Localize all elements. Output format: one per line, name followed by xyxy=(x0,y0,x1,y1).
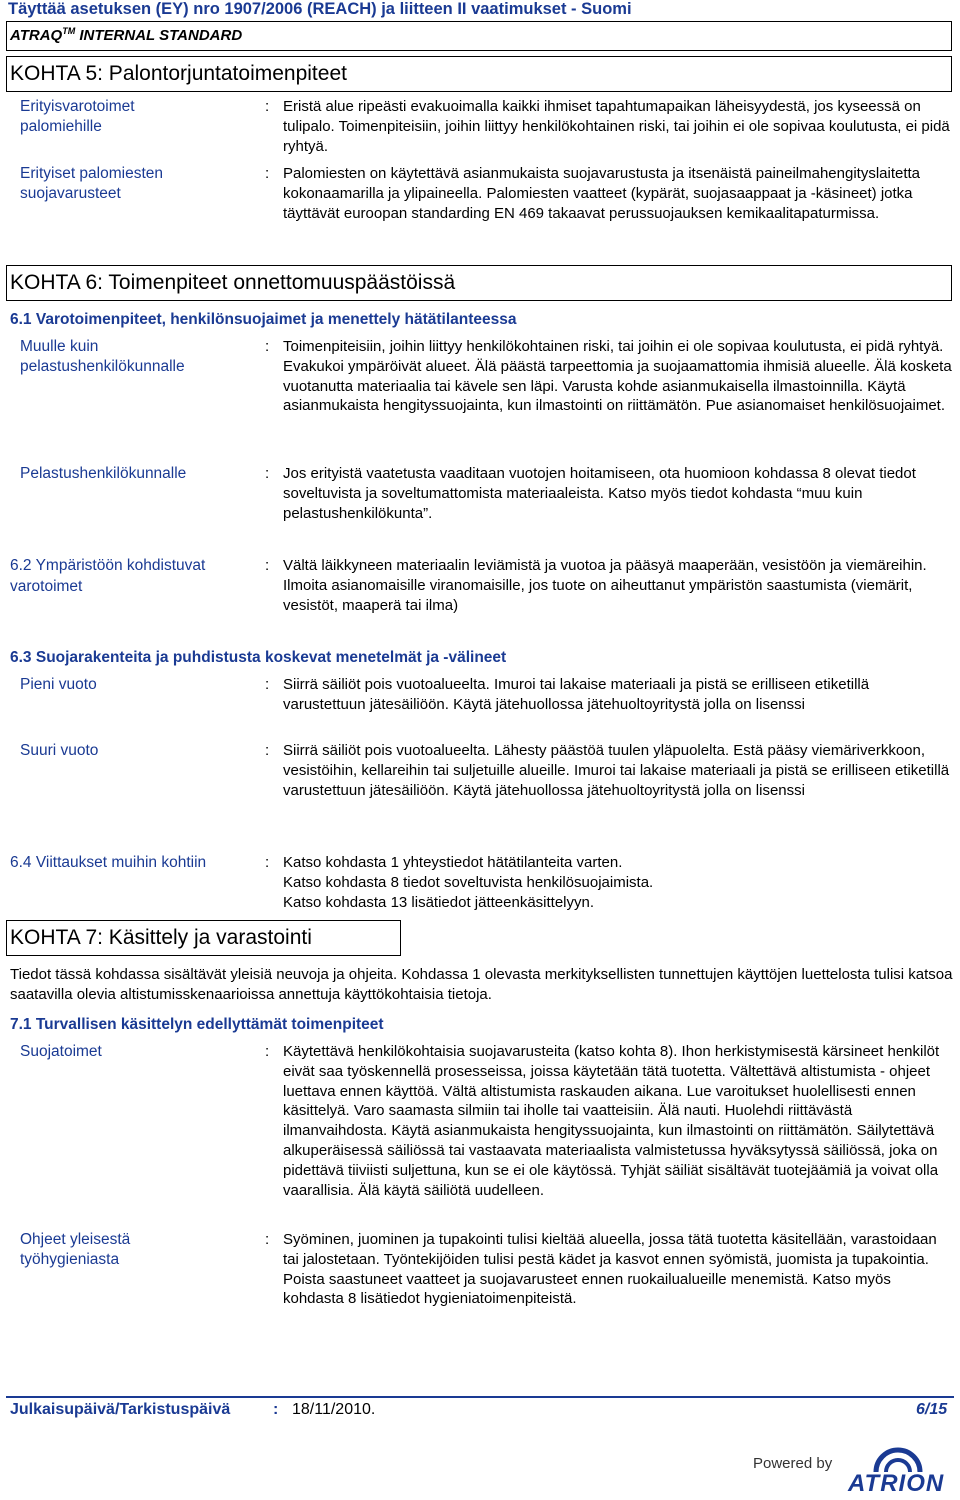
label-firefighter-precautions: Erityisvarotoimet palomiehille xyxy=(20,98,135,135)
text-environmental-precautions: Vältä läikkyneen materiaalin leviämistä ja vuotoa ja pääsyä maaperään, vesistöön ja viemäreihin. Ilmoita asianomaisille viranomaisille, jos tuote on aiheuttanut ympäristön saastumista (viemärit, vesistöt, maaperä tai ilma) xyxy=(283,557,927,614)
atrion-logo-text: ATRION xyxy=(848,1470,945,1497)
subsection-6-3-title: 6.3 Suojarakenteita ja puhdistusta koskevat menetelmät ja -välineet xyxy=(10,649,507,666)
label-emergency-responders: Pelastushenkilökunnalle xyxy=(20,465,187,482)
powered-by-text: Powered by xyxy=(753,1455,833,1472)
document-header: Täyttää asetuksen (EY) nro 1907/2006 (REACH) ja liitteen II vaatimukset - Suomi xyxy=(8,0,632,18)
label-hygiene-advice: Ohjeet yleisestä työhygieniasta xyxy=(20,1231,131,1268)
subsection-7-1-title: 7.1 Turvallisen käsittelyn edellyttämät toimenpiteet xyxy=(10,1016,384,1033)
label-references: 6.4 Viittaukset muihin kohtiin xyxy=(10,854,207,871)
footer-divider xyxy=(6,1396,954,1398)
reference-line: Katso kohdasta 1 yhteystiedot hätätilanteita varten. xyxy=(283,854,623,871)
text-hygiene-advice: Syöminen, juominen ja tupakointi tulisi kieltää alueella, jossa tätä tuotetta käsitellään, varastoidaan tai jalostetaan. Työntekijöiden tulisi pestä kädet ja kasvot ennen syömistä, juomista ja tupakointia. Poista saastuneet vaatteet ja suojavarusteet ennen ruokailualueille menemistä. Katso myös kohdasta 8 lisätiedot hygieniatoimenpiteistä. xyxy=(283,1231,937,1308)
text-emergency-responders: Jos erityistä vaatetusta vaaditaan vuotojen hoitamiseen, ota huomioon kohdassa 8 olevat tiedot soveltuvista ja soveltumattomista materiaaleista. Katso myös tiedot kohdasta “muu kuin pelastushenkilökunta”. xyxy=(283,465,916,522)
colon: : xyxy=(265,1231,270,1248)
colon: : xyxy=(265,854,270,871)
text-small-spill: Siirrä säiliöt pois vuotoalueelta. Imuroi tai lakaise materiaali ja pistä se erilliseen etiketillä varustettuun jätesäiliöön. Käytä jätehuollossa jätehuoltoyritystä jolla on lisenssi xyxy=(283,676,870,713)
text-firefighter-precautions: Eristä alue ripeästi evakuoimalla kaikki ihmiset tapahtumapaikan läheisyydestä, jos kyseessä on tulipalo. Toimenpiteisiin, joihin liittyy henkilökohtainen riski, tai joihin ei ole sopivaa koulutusta, ei pidä ryhtyä. xyxy=(283,98,950,155)
reference-line: Katso kohdasta 8 tiedot soveltuvista henkilösuojaimista. xyxy=(283,873,654,891)
footer-date: 18/11/2010. xyxy=(292,1401,376,1418)
footer-date-label: Julkaisupäivä/Tarkistuspäivä xyxy=(10,1401,231,1418)
atrion-logo-icon xyxy=(868,1440,928,1474)
page-number: 6/15 xyxy=(916,1401,948,1418)
colon: : xyxy=(265,1043,270,1060)
subsection-6-1-title: 6.1 Varotoimenpiteet, henkilönsuojaimet ja menettely hätätilanteessa xyxy=(10,311,517,328)
section-5-title: KOHTA 5: Palontorjuntatoimenpiteet xyxy=(10,62,347,85)
colon: : xyxy=(265,338,270,355)
standard-label: ATRAQ™ INTERNAL STANDARD xyxy=(10,26,243,44)
label-firefighter-equipment: Erityiset palomiesten suojavarusteet xyxy=(20,165,164,202)
colon: : xyxy=(265,98,270,115)
colon: : xyxy=(265,165,270,182)
label-non-emergency: Muulle kuin pelastushenkilökunnalle xyxy=(20,338,185,375)
text-protective-measures: Käytettävä henkilökohtaisia suojavarusteita (katso kohta 8). Ihon herkistymisestä kärsineet henkilöt eivät saa työskennellä prosesseissa, joissa käytetään tätä tuotetta. Vältettävä altistumista - ohjeet luettava ennen käyttöä. Vältä altistumista raskauden aikana. Lue varoitukset huolellisesti ennen käsittelyä. Varo saamasta silmiin tai iholle tai vaatteisiin. Älä nauti. Huolehdi riittävästä ilmanvaihdosta. Käytä asianmukaista hengityssuojainta, kun ilmastointi on riittämätön. Säilytettävä alkuperäisessä säiliössä tai vastaavata materiaalista valmistetussa hyväksytyssä säiliössä, joka on pidettävä tiiviisti suljettuna, kun se ei ole käytössä. Tyhjät säiliät sisältävät tuotejäämiä ja voivat olla vaarallisia. Älä käytä säiliötä uudelleen. xyxy=(283,1043,940,1199)
label-small-spill: Pieni vuoto xyxy=(20,676,97,693)
section-7-intro: Tiedot tässä kohdassa sisältävät yleisiä neuvoja ja ohjeita. Kohdassa 1 olevasta merkityksellisten tunnettujen käyttöjen luettelosta tulisi katsoa saatavilla olevia altistumisskenaarioissa annettuja käyttökohtaisia tietoja. xyxy=(10,966,953,1003)
colon: : xyxy=(265,742,270,759)
reference-line: Katso kohdasta 13 lisätiedot jätteenkäsittelyyn. xyxy=(283,893,595,911)
colon: : xyxy=(265,676,270,693)
label-large-spill: Suuri vuoto xyxy=(20,742,99,759)
text-firefighter-equipment: Palomiesten on käytettävä asianmukaista suojavarustusta ja itsenäistä paineilmahengityslaitetta kokonaamarilla ja ylipaineella. Palomiesten vaatteet (kypärät, suojasaappaat ja -käsineet) jotka täyttävät euroopan standarding EN 469 takaavat perussuojauksen kemikaalitapaturmissa. xyxy=(283,165,921,222)
section-6-title: KOHTA 6: Toimenpiteet onnettomuuspäästöissä xyxy=(10,271,456,294)
label-environmental-precautions: 6.2 Ympäristöön kohdistuvat varotoimet xyxy=(10,557,206,595)
colon: : xyxy=(265,465,270,482)
label-protective-measures: Suojatoimet xyxy=(20,1043,102,1060)
text-references xyxy=(283,853,953,912)
text-non-emergency: Toimenpiteisiin, joihin liittyy henkilökohtainen riski, tai joihin ei ole sopivaa koulutusta, ei pidä ryhtyä. Evakukoi ympäröivät alueet. Älä päästä tarpeettomia ja suojaamattomia ihmisiä alueelle. Älä kosketa vuotanutta materiaalia tai kävele sen läpi. Varusta kohde asianmukaisella ilmastoinnilla. Käytä asianmukaista hengityssuojainta, kun ilmastointi on riittämätön. Pue asianomaiset henkilösuojaimet. xyxy=(283,338,952,415)
text-large-spill: Siirrä säiliöt pois vuotoalueelta. Lähesty päästöä tuulen yläpuolelta. Estä pääsy viemäriverkkoon, vesistöihin, kellareihin tai suljetuille alueille. Imuroi tai lakaise materiaali ja pistä se erilliseen etiketillä varustettuun jätesäiliöön. Käytä jätehuollossa jätehuoltoyritystä jolla on lisenssi xyxy=(283,742,950,799)
footer-colon: : xyxy=(273,1401,279,1418)
section-7-title: KOHTA 7: Käsittely ja varastointi xyxy=(10,926,312,949)
colon: : xyxy=(265,557,270,574)
